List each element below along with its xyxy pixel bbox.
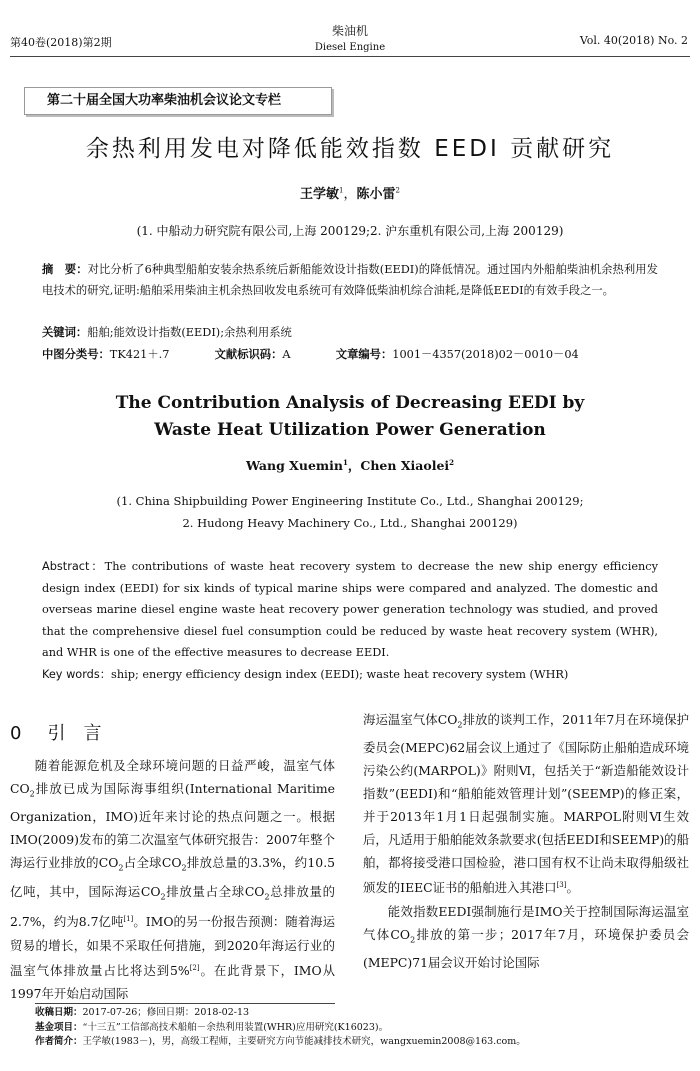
header-rule <box>10 56 690 57</box>
article-no-value: 1001－4357(2018)02－0010－04 <box>392 348 579 361</box>
body-left-column <box>10 754 335 1005</box>
section-heading <box>10 719 101 745</box>
abstract-en-text: The contributions of waste heat recovery system to decrease the new ship energy efficiency design index (EEDI) for six kinds of typical marine ships were compared and analyzed. The domestic and overseas marine diesel engine waste heat recovery power generation technology was studied, and proved that the comprehensive diesel fuel consumption could be reduced by waste heat recovery system (WHR), and WHR is one of the effective measures to decrease EEDI. <box>42 560 659 659</box>
affil-mark: 1 <box>343 457 348 467</box>
abstract-en-label: Abstract： <box>42 560 105 573</box>
footnote-fund: 基金项目：“十三五”工信部高技术船舶－余热利用装置(WHR)应用研究(K16023)。 <box>35 1021 389 1033</box>
citation-ref[interactable]: [1] <box>123 915 134 924</box>
keywords-en-label: Key words： <box>42 668 112 681</box>
abstract-cn-text: 对比分析了6种典型船舶安装余热系统后新船能效设计指数(EEDI)的降低情况。通过国内外船舶柴油机余热利用发电技术的研究,证明:船舶采用柴油主机余热回收发电系统可有效降低柴油机综合油耗,是降低EEDI的有效手段之一。 <box>42 263 658 297</box>
authors-cn <box>0 183 700 202</box>
footnote-rule <box>35 1003 335 1004</box>
affiliation-cn: (1. 中船动力研究院有限公司,上海 200129;2. 沪东重机有限公司,上海 200129) <box>136 224 564 238</box>
author-separator: ， <box>347 458 361 473</box>
affiliation-en-line-1: (1. China Shipbuilding Power Engineering Institute Co., Ltd., Shanghai 200129; <box>116 494 584 508</box>
keywords-cn-label: 关键词： <box>42 326 88 339</box>
doc-code-value: A <box>282 348 291 361</box>
author-2-cn: 陈小雷 <box>356 187 396 202</box>
footnote <box>35 1006 675 1050</box>
keywords-en-text: ship; energy efficiency design index (EEDI); waste heat recovery system (WHR) <box>111 668 569 681</box>
authors-en <box>0 456 700 474</box>
section-number: 0 <box>10 723 22 744</box>
author-separator: ， <box>343 187 357 202</box>
citation-ref[interactable]: [2] <box>189 963 200 972</box>
journal-issue-left: 第40卷(2018)第2期 <box>10 36 112 49</box>
clc-value: TK421＋.7 <box>109 348 170 361</box>
abstract-en <box>42 556 658 664</box>
author-2-en: Chen Xiaolei <box>360 458 450 473</box>
author-1-en: Wang Xuemin <box>245 458 343 473</box>
citation-ref[interactable]: [3] <box>556 881 567 890</box>
journal-name-en: Diesel Engine <box>314 42 386 53</box>
journal-issue-right: Vol. 40(2018) No. 2 <box>579 34 688 47</box>
keywords-cn <box>42 322 658 343</box>
title-en <box>0 390 700 444</box>
title-cn: 余热利用发电对降低能效指数 EEDI 贡献研究 <box>85 136 615 162</box>
affil-mark: 2 <box>395 186 400 195</box>
affil-mark: 1 <box>339 186 344 195</box>
intro-paragraph-1-cont: 海运温室气体$CO_2$排放的谈判工作，2011年7月在环境保护委员会(MEPC)62届会议上通过了《国际防止船舶造成环境污染公约(MARPOL)》附则Ⅵ，包括关于“新造船能效设计指数”(EEDI)和“船舶能效管理计划”(SEEMP)的修正案，并于2013年1月1日起强制实施。MARPOL附则Ⅵ生效后，凡适用于船舶能效条款要求(包括EEDI和SEEMP)的船舶，都将接受港口国检验，港口国有权不让尚未取得船级社颁发的IEEC证书的船舶进入其港口[3]。 <box>363 712 690 896</box>
article-no-label: 文章编号： <box>335 348 393 361</box>
journal-name-cn: 柴油机 <box>331 24 368 38</box>
author-1-cn: 王学敏 <box>300 187 340 202</box>
special-column-banner: 第二十届全国大功率柴油机会议论文专栏 <box>24 87 332 115</box>
keywords-en <box>42 664 658 685</box>
title-en-line-1: The Contribution Analysis of Decreasing EEDI by <box>115 393 585 413</box>
affiliation-en-line-2: 2. Hudong Heavy Machinery Co., Ltd., Shanghai 200129) <box>182 516 518 530</box>
abstract-cn <box>42 259 658 301</box>
intro-paragraph-1: 随着能源危机及全球环境问题的日益严峻，温室气体$CO_2$排放已成为国际海事组织(International Maritime Organization，IMO)近年来讨论的热点问题之一。根据IMO(2009)发布的第二次温室气体研究报告：2007年整个海运行业排放的$CO_2$占全球$CO_2$排放总量的3.3%，约10.5亿吨，其中，国际海运$CO_2$排放量占全球$CO_2$总排放量的2.7%，约为8.7亿吨[1]。IMO的另一份报告预测：随着海运贸易的增长，如果不采取任何措施，到2020年海运行业的温室气体排放量占比将达到5%[2]。在此背景下，IMO从1997年开始启动国际 <box>10 758 336 1001</box>
intro-paragraph-2: 能效指数EEDI强制施行是IMO关于控制国际海运温室气体$CO_2$排放的第一步；2017年7月，环境保护委员会(MEPC)71届会议开始讨论国际 <box>363 903 689 971</box>
section-title: 引 言 <box>47 723 102 744</box>
footnote-author: 作者简介：王学敏(1983－)，男，高级工程师，主要研究方向节能减排技术研究，wangxuemin2008@163.com。 <box>35 1036 526 1047</box>
body-right-column <box>363 708 689 974</box>
clc-label: 中图分类号： <box>42 348 110 361</box>
abstract-cn-label: 摘 要： <box>42 263 88 276</box>
footnote-received: 收稿日期：2017-07-26；修回日期：2018-02-13 <box>35 1007 250 1018</box>
title-en-line-2: Waste Heat Utilization Power Generation <box>154 420 546 440</box>
classification-line <box>42 344 658 365</box>
affil-mark: 2 <box>449 457 455 467</box>
affiliation-en <box>0 490 700 534</box>
keywords-cn-text: 船舶;能效设计指数(EEDI);余热利用系统 <box>87 326 292 339</box>
doc-code-label: 文献标识码： <box>214 348 283 361</box>
